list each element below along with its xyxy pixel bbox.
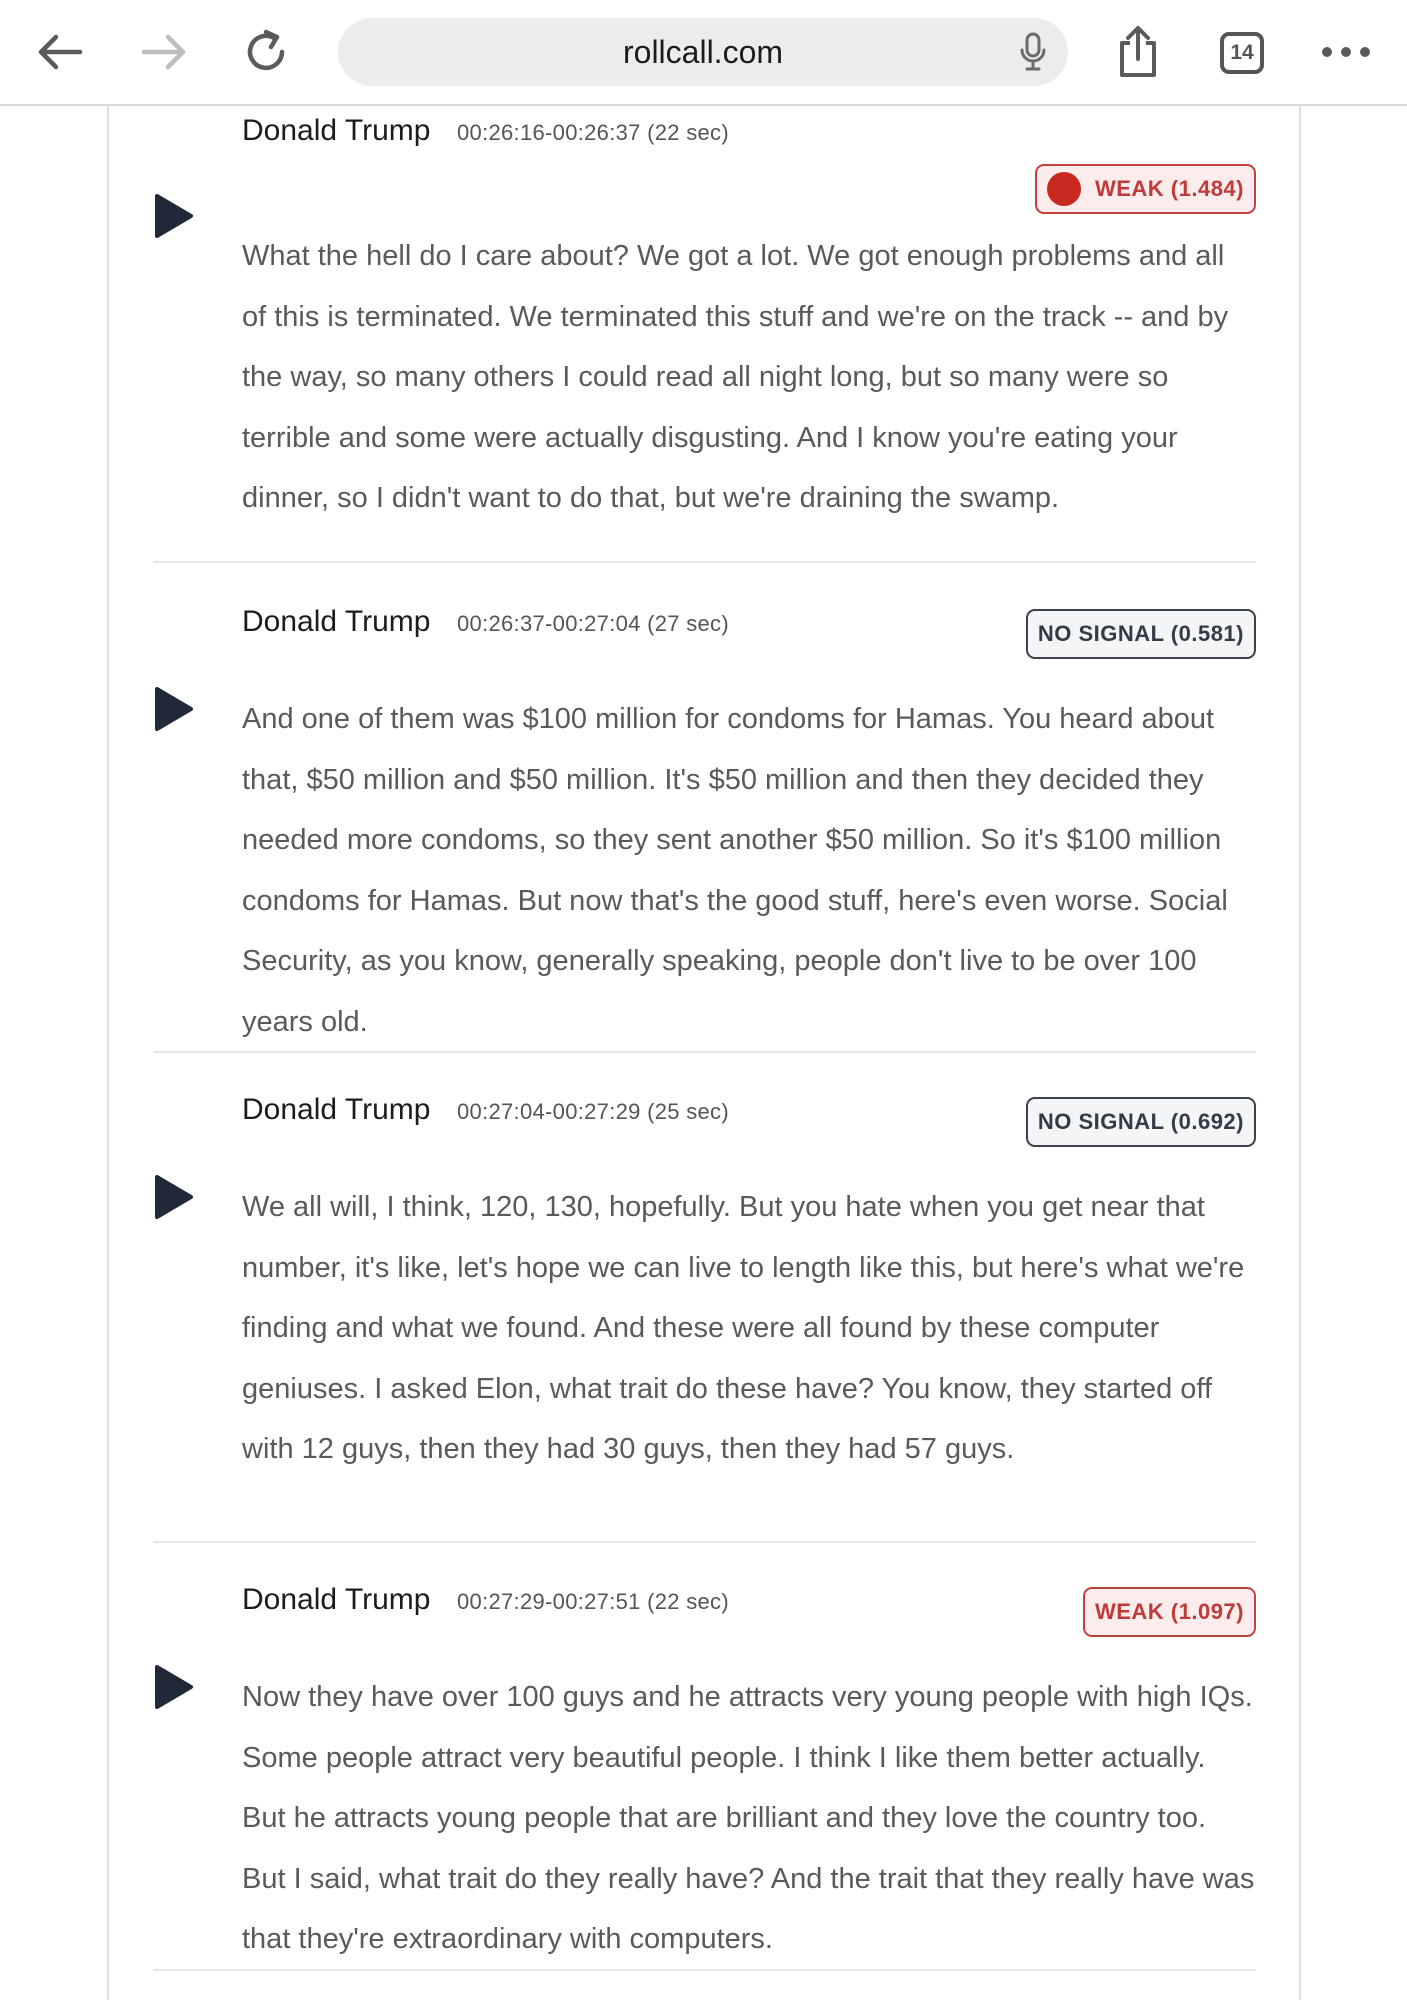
microphone-icon[interactable] bbox=[1018, 32, 1048, 72]
record-dot-icon bbox=[1047, 172, 1081, 206]
signal-badge bbox=[1026, 1097, 1256, 1147]
speaker-name: Donald Trump bbox=[242, 1583, 431, 1616]
play-icon[interactable] bbox=[154, 193, 194, 239]
play-icon[interactable] bbox=[154, 1664, 194, 1710]
url-text: rollcall.com bbox=[622, 33, 784, 70]
transcript-entry bbox=[154, 1053, 1256, 1543]
signal-badge-label: WEAK (1.097) bbox=[1094, 1599, 1244, 1624]
signal-badge-label: NO SIGNAL (0.581) bbox=[1037, 621, 1244, 646]
transcript-text: And one of them was $100 million for condoms for Hamas. You heard about that, $50 million and $50 million. It's $50 million and then they decided they needed more condoms, so they sent another $50 million. So it's $100 million condoms for Hamas. But now that's the good stuff, here's even worse. Social Security, as you know, generally speaking, people don't live to be over 100 years old. bbox=[242, 703, 1228, 1038]
speaker-name: Donald Trump bbox=[242, 114, 431, 147]
timestamp: 00:27:04-00:27:29 (25 sec) bbox=[457, 1099, 729, 1124]
transcript-entry bbox=[154, 76, 1256, 563]
play-icon[interactable] bbox=[154, 1174, 194, 1220]
timestamp: 00:27:29-00:27:51 (22 sec) bbox=[457, 1589, 729, 1614]
transcript-text: What the hell do I care about? We got a lot. We got enough problems and all of this is terminated. We terminated this stuff and we're on the track -- and by the way, so many others I could read all night long, but so many were so terrible and some were actually disgusting. And I know you're eating your dinner, so I didn't want to do that, but we're draining the swamp. bbox=[242, 240, 1229, 514]
tabs-button[interactable]: 14 bbox=[1220, 32, 1264, 74]
signal-badge-label: NO SIGNAL (0.692) bbox=[1037, 1109, 1244, 1134]
signal-badge bbox=[1026, 609, 1256, 659]
timestamp: 00:26:37-00:27:04 (27 sec) bbox=[457, 611, 729, 636]
transcript-entry bbox=[154, 1543, 1256, 1971]
speaker-name: Donald Trump bbox=[242, 1093, 431, 1126]
share-icon bbox=[1116, 25, 1160, 79]
transcript-text: Now they have over 100 guys and he attracts very young people with high IQs. Some people attract very beautiful people. I think I like them better actually. But he attracts young people that are brilliant and they love the country too. But I said, what trait do they really have? And the trait that they really have was that they're extraordinary with computers. bbox=[242, 1681, 1255, 1955]
signal-badge bbox=[1083, 1587, 1256, 1637]
timestamp: 00:26:16-00:26:37 (22 sec) bbox=[457, 120, 729, 145]
arrow-left-icon bbox=[36, 32, 84, 72]
play-icon[interactable] bbox=[154, 686, 194, 732]
more-button[interactable] bbox=[1310, 16, 1382, 88]
signal-badge bbox=[1035, 164, 1256, 214]
more-dots-icon bbox=[1321, 46, 1371, 58]
signal-badge-label: WEAK (1.484) bbox=[1094, 176, 1244, 201]
transcript-text: We all will, I think, 120, 130, hopefully. But you hate when you get near that number, it's like, let's hope we can live to length like this, but here's what we're finding and what we found. And these were all found by these computer geniuses. I asked Elon, what trait do these have? You know, they started off with 12 guys, then they had 30 guys, then they had 57 guys. bbox=[242, 1191, 1245, 1465]
speaker-name: Donald Trump bbox=[242, 605, 431, 638]
transcript-list bbox=[107, 106, 1301, 2000]
back-button[interactable] bbox=[24, 16, 96, 88]
transcript-entry bbox=[154, 563, 1256, 1053]
arrow-right-icon bbox=[140, 32, 188, 72]
reload-icon bbox=[244, 28, 292, 76]
